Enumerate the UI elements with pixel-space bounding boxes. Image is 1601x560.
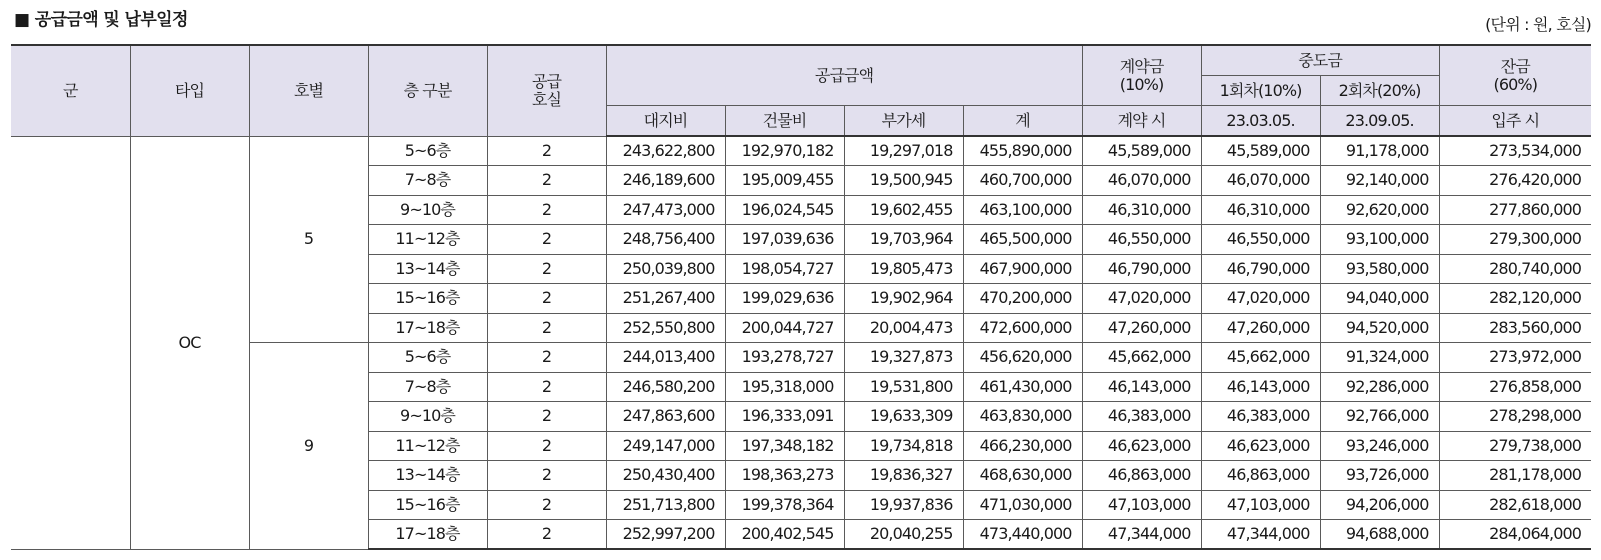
cell-interim1: 45,662,000 xyxy=(1201,343,1320,373)
cell-land: 250,039,800 xyxy=(606,254,725,284)
cell-total: 466,230,000 xyxy=(963,431,1082,461)
cell-total: 471,030,000 xyxy=(963,490,1082,520)
cell-total: 473,440,000 xyxy=(963,520,1082,550)
cell-floor: 17~18층 xyxy=(368,313,487,343)
cell-interim1: 46,143,000 xyxy=(1201,372,1320,402)
header-interim1-date: 23.03.05. xyxy=(1201,106,1320,137)
cell-interim1: 47,344,000 xyxy=(1201,520,1320,550)
cell-interim1: 46,383,000 xyxy=(1201,402,1320,432)
header-interim1: 1회차(10%) xyxy=(1202,76,1321,105)
cell-land: 246,189,600 xyxy=(606,166,725,196)
cell-land: 248,756,400 xyxy=(606,225,725,255)
cell-ho: 9 xyxy=(249,343,368,550)
cell-total: 455,890,000 xyxy=(963,136,1082,166)
cell-deposit: 47,020,000 xyxy=(1082,284,1201,314)
cell-vat: 19,500,945 xyxy=(844,166,963,196)
header-gun: 군 xyxy=(11,45,130,136)
cell-building: 192,970,182 xyxy=(725,136,844,166)
cell-floor: 15~16층 xyxy=(368,284,487,314)
cell-vat: 19,937,836 xyxy=(844,490,963,520)
cell-vat: 19,602,455 xyxy=(844,195,963,225)
cell-interim2: 91,178,000 xyxy=(1320,136,1439,166)
cell-total: 465,500,000 xyxy=(963,225,1082,255)
cell-building: 198,363,273 xyxy=(725,461,844,491)
header-balance-line2: (60%) xyxy=(1493,74,1538,94)
cell-gun xyxy=(11,136,130,549)
cell-vat: 19,734,818 xyxy=(844,431,963,461)
cell-interim2: 94,206,000 xyxy=(1320,490,1439,520)
cell-vat: 19,805,473 xyxy=(844,254,963,284)
cell-deposit: 46,143,000 xyxy=(1082,372,1201,402)
cell-interim2: 92,620,000 xyxy=(1320,195,1439,225)
cell-interim1: 46,310,000 xyxy=(1201,195,1320,225)
cell-building: 200,402,545 xyxy=(725,520,844,550)
cell-balance: 280,740,000 xyxy=(1439,254,1591,284)
cell-balance: 277,860,000 xyxy=(1439,195,1591,225)
cell-floor: 9~10층 xyxy=(368,195,487,225)
table-header xyxy=(11,45,1591,136)
header-interim-label: 중도금 xyxy=(1202,46,1439,76)
cell-deposit: 45,589,000 xyxy=(1082,136,1201,166)
cell-units: 2 xyxy=(487,284,606,314)
cell-vat: 19,531,800 xyxy=(844,372,963,402)
cell-floor: 13~14층 xyxy=(368,461,487,491)
cell-land: 247,473,000 xyxy=(606,195,725,225)
cell-deposit: 47,260,000 xyxy=(1082,313,1201,343)
cell-building: 196,333,091 xyxy=(725,402,844,432)
cell-interim2: 93,580,000 xyxy=(1320,254,1439,284)
cell-land: 246,580,200 xyxy=(606,372,725,402)
cell-units: 2 xyxy=(487,431,606,461)
header-ho: 호별 xyxy=(249,45,368,136)
cell-interim2: 94,688,000 xyxy=(1320,520,1439,550)
header-deposit-when: 계약 시 xyxy=(1082,106,1201,137)
cell-building: 199,378,364 xyxy=(725,490,844,520)
cell-units: 2 xyxy=(487,490,606,520)
cell-building: 193,278,727 xyxy=(725,343,844,373)
cell-interim1: 46,790,000 xyxy=(1201,254,1320,284)
cell-total: 470,200,000 xyxy=(963,284,1082,314)
header-balance xyxy=(1439,45,1591,106)
header-units xyxy=(487,45,606,136)
cell-total: 463,100,000 xyxy=(963,195,1082,225)
header-total: 계 xyxy=(963,106,1082,137)
cell-interim1: 47,103,000 xyxy=(1201,490,1320,520)
cell-land: 251,713,800 xyxy=(606,490,725,520)
cell-total: 472,600,000 xyxy=(963,313,1082,343)
cell-building: 195,009,455 xyxy=(725,166,844,196)
cell-vat: 20,004,473 xyxy=(844,313,963,343)
cell-total: 463,830,000 xyxy=(963,402,1082,432)
cell-floor: 7~8층 xyxy=(368,372,487,402)
cell-units: 2 xyxy=(487,372,606,402)
cell-balance: 273,972,000 xyxy=(1439,343,1591,373)
cell-interim1: 46,623,000 xyxy=(1201,431,1320,461)
header-deposit-line1: 계약금 xyxy=(1119,56,1164,76)
table-row xyxy=(11,136,1591,166)
cell-building: 197,039,636 xyxy=(725,225,844,255)
cell-units: 2 xyxy=(487,402,606,432)
header-supply: 공급금액 xyxy=(606,45,1082,106)
cell-interim2: 94,520,000 xyxy=(1320,313,1439,343)
cell-land: 250,430,400 xyxy=(606,461,725,491)
cell-building: 198,054,727 xyxy=(725,254,844,284)
cell-interim2: 93,726,000 xyxy=(1320,461,1439,491)
cell-balance: 282,618,000 xyxy=(1439,490,1591,520)
cell-balance: 276,420,000 xyxy=(1439,166,1591,196)
cell-land: 244,013,400 xyxy=(606,343,725,373)
cell-deposit: 46,863,000 xyxy=(1082,461,1201,491)
cell-floor: 5~6층 xyxy=(368,136,487,166)
cell-units: 2 xyxy=(487,225,606,255)
cell-units: 2 xyxy=(487,461,606,491)
header-floor: 층 구분 xyxy=(368,45,487,136)
cell-balance: 279,738,000 xyxy=(1439,431,1591,461)
cell-total: 456,620,000 xyxy=(963,343,1082,373)
cell-balance: 279,300,000 xyxy=(1439,225,1591,255)
cell-units: 2 xyxy=(487,343,606,373)
cell-total: 468,630,000 xyxy=(963,461,1082,491)
cell-interim2: 92,140,000 xyxy=(1320,166,1439,196)
cell-deposit: 46,383,000 xyxy=(1082,402,1201,432)
cell-balance: 273,534,000 xyxy=(1439,136,1591,166)
cell-building: 195,318,000 xyxy=(725,372,844,402)
header-balance-when: 입주 시 xyxy=(1439,106,1591,137)
cell-deposit: 46,310,000 xyxy=(1082,195,1201,225)
header-interim xyxy=(1201,45,1439,106)
cell-interim1: 47,020,000 xyxy=(1201,284,1320,314)
cell-units: 2 xyxy=(487,136,606,166)
cell-total: 460,700,000 xyxy=(963,166,1082,196)
cell-interim1: 47,260,000 xyxy=(1201,313,1320,343)
cell-land: 251,267,400 xyxy=(606,284,725,314)
cell-interim2: 92,286,000 xyxy=(1320,372,1439,402)
cell-units: 2 xyxy=(487,254,606,284)
cell-land: 252,997,200 xyxy=(606,520,725,550)
cell-interim2: 93,246,000 xyxy=(1320,431,1439,461)
cell-land: 247,863,600 xyxy=(606,402,725,432)
header-land: 대지비 xyxy=(606,106,725,137)
cell-vat: 19,902,964 xyxy=(844,284,963,314)
cell-interim1: 46,550,000 xyxy=(1201,225,1320,255)
cell-interim2: 93,100,000 xyxy=(1320,225,1439,255)
cell-interim2: 92,766,000 xyxy=(1320,402,1439,432)
cell-land: 249,147,000 xyxy=(606,431,725,461)
cell-interim2: 94,040,000 xyxy=(1320,284,1439,314)
cell-interim1: 45,589,000 xyxy=(1201,136,1320,166)
cell-land: 252,550,800 xyxy=(606,313,725,343)
header-interim2: 2회차(20%) xyxy=(1338,81,1421,100)
cell-balance: 283,560,000 xyxy=(1439,313,1591,343)
cell-building: 199,029,636 xyxy=(725,284,844,314)
cell-floor: 9~10층 xyxy=(368,402,487,432)
cell-balance: 281,178,000 xyxy=(1439,461,1591,491)
cell-deposit: 46,070,000 xyxy=(1082,166,1201,196)
cell-units: 2 xyxy=(487,195,606,225)
header-building: 건물비 xyxy=(725,106,844,137)
cell-floor: 13~14층 xyxy=(368,254,487,284)
cell-land: 243,622,800 xyxy=(606,136,725,166)
cell-total: 461,430,000 xyxy=(963,372,1082,402)
cell-floor: 11~12층 xyxy=(368,225,487,255)
cell-deposit: 46,623,000 xyxy=(1082,431,1201,461)
cell-vat: 20,040,255 xyxy=(844,520,963,550)
cell-balance: 284,064,000 xyxy=(1439,520,1591,550)
cell-vat: 19,327,873 xyxy=(844,343,963,373)
cell-deposit: 47,344,000 xyxy=(1082,520,1201,550)
header-units-line2: 호실 xyxy=(531,89,562,109)
cell-deposit: 46,790,000 xyxy=(1082,254,1201,284)
cell-vat: 19,836,327 xyxy=(844,461,963,491)
cell-interim2: 91,324,000 xyxy=(1320,343,1439,373)
table-body xyxy=(11,136,1591,549)
cell-building: 200,044,727 xyxy=(725,313,844,343)
cell-floor: 17~18층 xyxy=(368,520,487,550)
header-units-line1: 공급 xyxy=(531,72,562,92)
cell-floor: 5~6층 xyxy=(368,343,487,373)
cell-interim1: 46,070,000 xyxy=(1201,166,1320,196)
header-deposit-line2: (10%) xyxy=(1119,74,1164,94)
header-deposit xyxy=(1082,45,1201,106)
cell-balance: 282,120,000 xyxy=(1439,284,1591,314)
cell-units: 2 xyxy=(487,313,606,343)
cell-floor: 7~8층 xyxy=(368,166,487,196)
cell-interim1: 46,863,000 xyxy=(1201,461,1320,491)
supply-price-table xyxy=(11,44,1591,550)
cell-units: 2 xyxy=(487,520,606,550)
cell-building: 196,024,545 xyxy=(725,195,844,225)
cell-type: OC xyxy=(130,136,249,549)
cell-vat: 19,297,018 xyxy=(844,136,963,166)
cell-deposit: 47,103,000 xyxy=(1082,490,1201,520)
cell-floor: 15~16층 xyxy=(368,490,487,520)
cell-balance: 278,298,000 xyxy=(1439,402,1591,432)
cell-deposit: 45,662,000 xyxy=(1082,343,1201,373)
cell-ho: 5 xyxy=(249,136,368,343)
header-balance-line1: 잔금 xyxy=(1500,56,1530,76)
cell-building: 197,348,182 xyxy=(725,431,844,461)
cell-deposit: 46,550,000 xyxy=(1082,225,1201,255)
cell-total: 467,900,000 xyxy=(963,254,1082,284)
cell-vat: 19,633,309 xyxy=(844,402,963,432)
unit-note: (단위 : 원, 호실) xyxy=(1485,15,1591,34)
header-type: 타입 xyxy=(130,45,249,136)
cell-units: 2 xyxy=(487,166,606,196)
cell-vat: 19,703,964 xyxy=(844,225,963,255)
header-vat: 부가세 xyxy=(844,106,963,137)
section-title: ■ 공급금액 및 납부일정 xyxy=(14,10,188,30)
cell-balance: 276,858,000 xyxy=(1439,372,1591,402)
cell-floor: 11~12층 xyxy=(368,431,487,461)
header-interim2-date: 23.09.05. xyxy=(1320,106,1439,137)
